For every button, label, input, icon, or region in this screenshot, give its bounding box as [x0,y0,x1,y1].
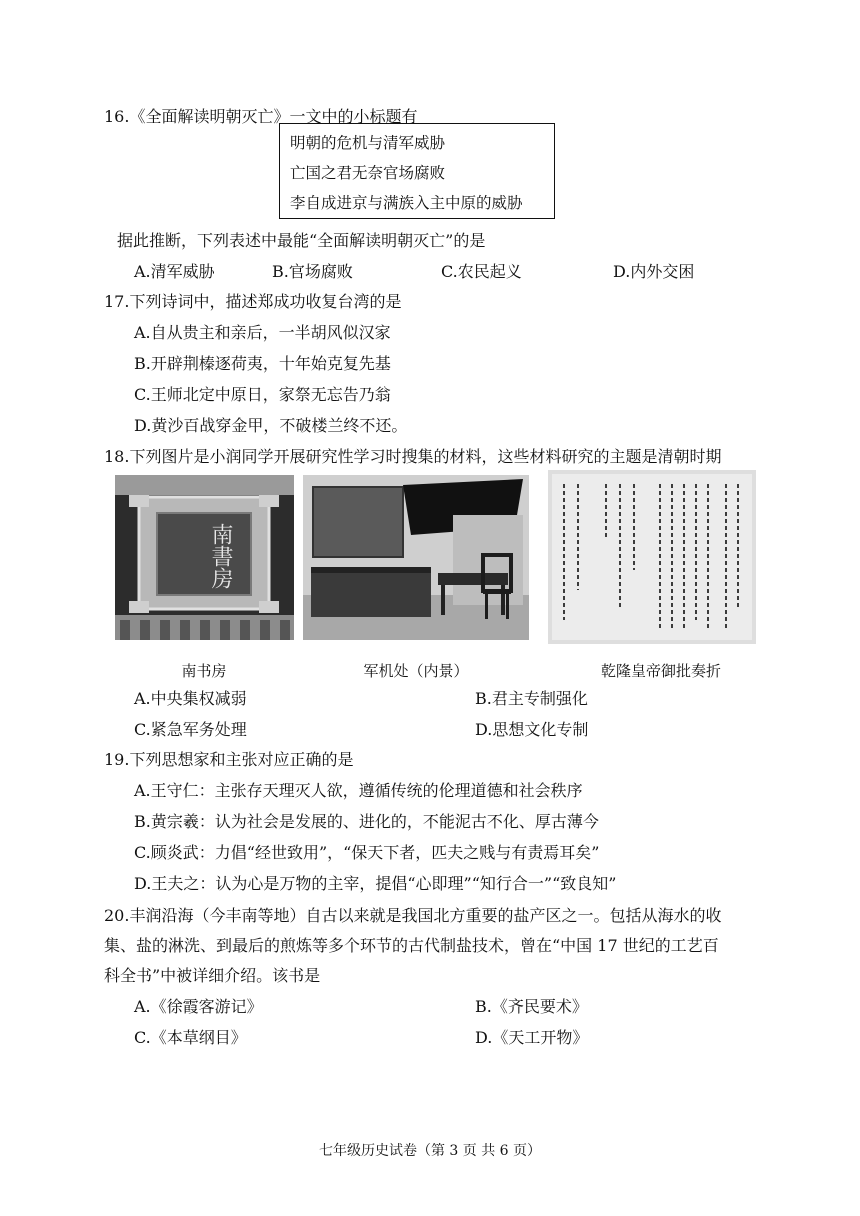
interior-illustration [303,475,529,640]
q17-option-a: A.自从贵主和亲后，一半胡风似汉家 [134,323,391,342]
q19-option-a: A.王守仁：主张存天理灭人欲，遵循传统的伦理道德和社会秩序 [134,781,583,800]
q16-option-a: A.清军威胁 [134,262,215,281]
q20-stem-line-1: 20.丰润沿海（今丰南等地）自古以来就是我国北方重要的盐产区之一。包括从海水的收 [104,906,722,925]
q20-stem-line-2: 集、盐的淋洗、到最后的煎炼等多个环节的古代制盐技术，曾在“中国 17 世纪的工艺百 [104,936,719,955]
q16-subtitle-box [279,123,555,219]
caption-nanshufang: 南书房 [181,662,227,680]
q16-option-c: C.农民起义 [441,262,522,281]
q18-stem: 18.下列图片是小润同学开展研究性学习时搜集的材料，这些材料研究的主题是清朝时期 [104,447,722,466]
q18-option-d: D.思想文化专制 [475,720,589,739]
q19-option-b: B.黄宗羲：认为社会是发展的、进化的，不能泥古不化、厚古薄今 [134,812,599,831]
q17-option-c: C.王师北定中原日，家祭无忘告乃翁 [134,385,391,404]
q20-stem-line-3: 科全书”中被详细介绍。该书是 [104,966,321,985]
q18-option-b: B.君主专制强化 [475,689,588,708]
q16-question: 据此推断，下列表述中最能“全面解读明朝灭亡”的是 [117,231,486,250]
memorial-illustration [548,470,756,644]
caption-memorial: 乾隆皇帝御批奏折 [600,662,721,680]
q18-option-c: C.紧急军务处理 [134,720,247,739]
q16-box-line-1: 明朝的危机与清军威胁 [290,134,446,152]
caption-junjichu: 军机处（内景） [363,662,469,680]
q16-box-line-2: 亡国之君无奈官场腐败 [290,164,446,182]
q20-option-d: D.《天工开物》 [475,1028,589,1047]
page-footer: 七年级历史试卷（第 3 页 共 6 页） [318,1143,542,1159]
q17-stem: 17.下列诗词中，描述郑成功收复台湾的是 [104,292,402,311]
q16-stem: 16.《全面解读明朝灭亡》一文中的小标题有 [104,107,418,126]
q20-option-b: B.《齐民要术》 [475,997,588,1016]
q17-option-d: D.黄沙百战穿金甲，不破楼兰终不还。 [134,416,408,435]
q16-option-b: B.官场腐败 [272,262,353,281]
q16-box-line-3: 李自成进京与满族入主中原的威胁 [290,194,523,212]
q17-option-b: B.开辟荆榛逐荷夷，十年始克复先基 [134,354,391,373]
q19-option-c: C.顾炎武：力倡“经世致用”，“保天下者，匹夫之贱与有责焉耳矣” [134,843,600,862]
q20-option-a: A.《徐霞客游记》 [134,997,263,1016]
q19-stem: 19.下列思想家和主张对应正确的是 [104,750,354,769]
q18-option-a: A.中央集权减弱 [134,689,247,708]
junjichu-photo [303,475,529,640]
q19-option-d: D.王夫之：认为心是万物的主宰，提倡“心即理”“知行合一”“致良知” [134,874,617,893]
nanshufang-photo [115,475,294,640]
q16-option-d: D.内外交困 [613,262,695,281]
plaque-text: 南書房 [208,523,233,589]
q20-option-c: C.《本草纲目》 [134,1028,247,1047]
memorial-photo [548,470,756,644]
